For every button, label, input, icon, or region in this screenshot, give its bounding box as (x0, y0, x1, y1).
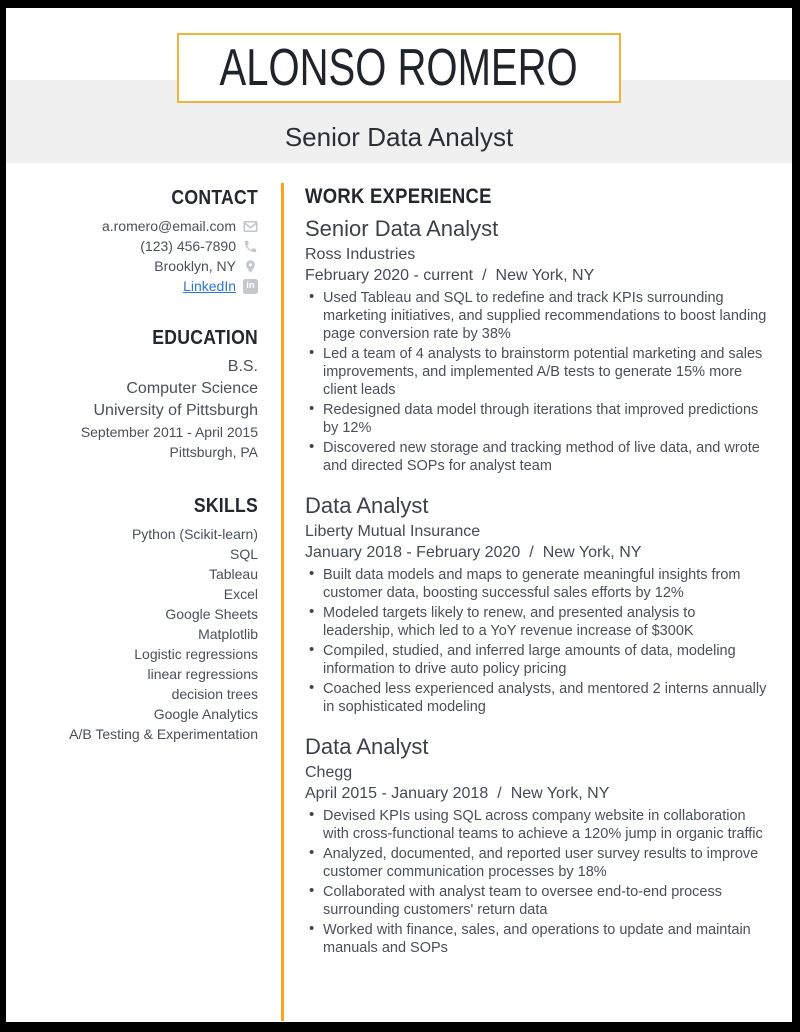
skill-item: Google Sheets (165, 606, 258, 622)
location-icon (243, 259, 258, 274)
job-title: Data Analyst (305, 734, 429, 759)
job-dates: January 2018 - February 2020 (305, 544, 521, 561)
candidate-name: ALONSO ROMERO (219, 39, 579, 97)
job-dates-location (305, 265, 770, 286)
job-bullet: • Redesigned data model through iterations that improved predictions by 12% (305, 401, 770, 437)
contact-item (6, 256, 258, 276)
linkedin-icon: in (243, 279, 258, 294)
work-experience-section (305, 184, 770, 975)
education-block (58, 356, 258, 462)
job-location: New York, NY (510, 785, 610, 802)
date-location-separator: / (529, 544, 534, 561)
phone-icon (243, 239, 258, 254)
jobs-list (305, 216, 770, 957)
column-divider-line (281, 183, 284, 1021)
job-company: Ross Industries (305, 246, 416, 263)
job-company: Chegg (305, 764, 353, 781)
job-entry (305, 216, 770, 475)
job-dates-location (305, 783, 770, 804)
job-bullet-list (305, 566, 770, 716)
education-major: Computer Science (126, 380, 258, 397)
education-heading: EDUCATION (152, 327, 258, 349)
job-bullet: • Led a team of 4 analysts to brainstorm potential marketing and sales improvements, and implemented A/B tests to generate 15% more client leads (305, 345, 770, 399)
skill-item: Matplotlib (198, 626, 258, 642)
job-bullet: • Used Tableau and SQL to redefine and track KPIs surrounding marketing initiatives, and supplied recommendations to boost landing page conversion rate by 38% (305, 289, 770, 343)
linkedin-link[interactable]: LinkedIn (183, 278, 236, 294)
job-bullet: • Modeled targets likely to renew, and presented analysis to leadership, which led to a YoY revenue increase of $300K (305, 604, 770, 640)
job-bullet: • Collaborated with analyst team to oversee end-to-end process surrounding customers' return data (305, 883, 770, 919)
candidate-job-title: Senior Data Analyst (284, 122, 514, 152)
job-dates-location (305, 542, 770, 563)
date-location-separator: / (497, 785, 502, 802)
job-title: Senior Data Analyst (305, 216, 499, 241)
skill-item: SQL (229, 546, 258, 562)
skill-item: Google Analytics (153, 706, 258, 722)
job-dates: April 2015 - January 2018 (305, 785, 489, 802)
job-bullet: • Compiled, studied, and inferred large amounts of data, modeling information to drive auto policy pricing (305, 642, 770, 678)
contact-heading: CONTACT (171, 187, 258, 209)
job-title: Data Analyst (305, 493, 429, 518)
job-bullet: • Worked with finance, sales, and operations to update and maintain manuals and SOPs (305, 921, 770, 957)
job-location: New York, NY (495, 267, 595, 284)
job-bullet: • Analyzed, documented, and reported user survey results to improve customer communication processes by 18% (305, 845, 770, 881)
work-experience-heading: WORK EXPERIENCE (305, 185, 492, 208)
skill-item: Tableau (208, 566, 258, 582)
education-school: University of Pittsburgh (93, 402, 258, 419)
skill-item: Python (Scikit-learn) (131, 526, 258, 542)
skill-item: Logistic regressions (134, 646, 258, 662)
skills-heading: SKILLS (193, 495, 258, 517)
education-degree: B.S. (227, 358, 258, 375)
education-location: Pittsburgh, PA (169, 444, 258, 460)
job-bullet: • Devised KPIs using SQL across company website in collaboration with cross-functional teams to achieve a 120% jump in organic traffic (305, 807, 770, 843)
job-entry (305, 734, 770, 957)
skill-item: Excel (223, 586, 258, 602)
job-bullet-list (305, 807, 770, 957)
skill-item: decision trees (171, 686, 258, 702)
job-entry (305, 493, 770, 716)
skill-item: A/B Testing & Experimentation (69, 726, 258, 742)
skills-list (68, 524, 258, 744)
contact-item (6, 276, 258, 296)
job-bullet: • Coached less experienced analysts, and mentored 2 interns annually in sophisticated modeling (305, 680, 770, 716)
job-bullet: • Built data models and maps to generate meaningful insights from customer data, boosting successful sales efforts by 12% (305, 566, 770, 602)
contact-value-phone: (123) 456-7890 (140, 238, 236, 254)
job-location: New York, NY (542, 544, 642, 561)
job-company: Liberty Mutual Insurance (305, 523, 481, 540)
email-icon (243, 219, 258, 234)
contact-item (6, 216, 258, 236)
job-bullet-list (305, 289, 770, 475)
job-dates: February 2020 - current (305, 267, 474, 284)
contact-list (6, 216, 258, 296)
name-box (177, 33, 621, 103)
contact-value-email: a.romero@email.com (101, 218, 236, 234)
skill-item: linear regressions (147, 666, 258, 682)
job-bullet: • Discovered new storage and tracking method of live data, and wrote and directed SOPs for analyst team (305, 439, 770, 475)
contact-value-location: Brooklyn, NY (154, 258, 236, 274)
date-location-separator: / (482, 267, 487, 284)
contact-item (6, 236, 258, 256)
sidebar (6, 186, 258, 744)
education-dates: September 2011 - April 2015 (80, 424, 258, 440)
